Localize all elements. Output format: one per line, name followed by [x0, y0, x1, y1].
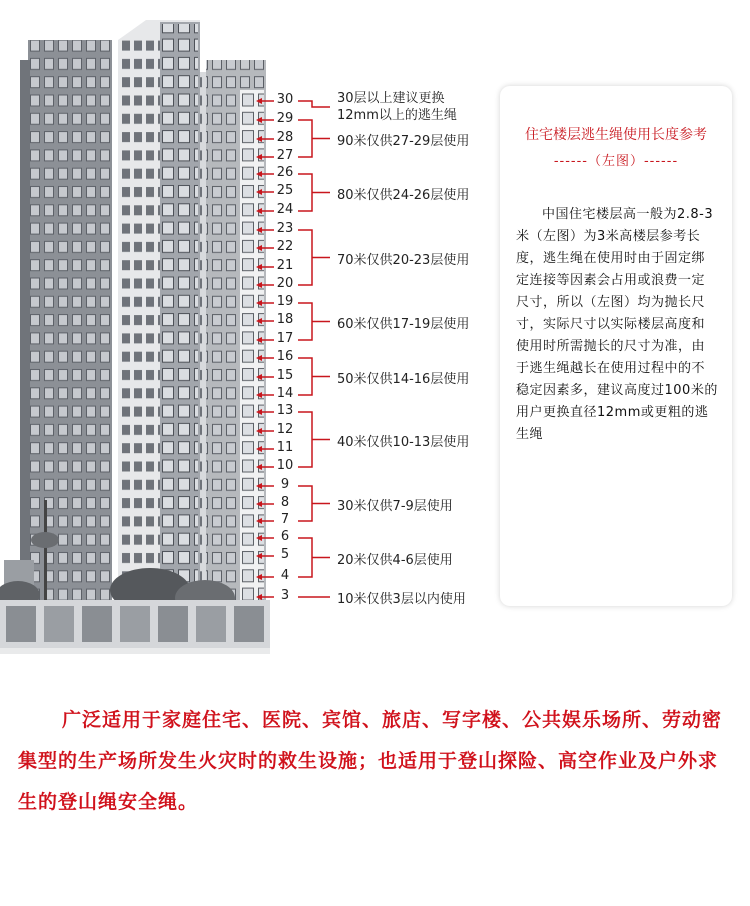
group-bracket	[298, 230, 330, 285]
floor-label-19: 19	[276, 294, 294, 309]
floor-label-23: 23	[276, 221, 294, 236]
floor-label-25: 25	[276, 183, 294, 198]
info-panel	[500, 86, 732, 606]
floor-label-15: 15	[276, 368, 294, 383]
podium-shops	[0, 600, 270, 654]
floor-label-29: 29	[276, 111, 294, 126]
rope-length-label: 40米仅供10-13层使用	[337, 434, 470, 450]
floor-label-17: 17	[276, 331, 294, 346]
floor-label-30: 30	[276, 92, 294, 107]
rope-length-label: 30米仅供7-9层使用	[337, 498, 453, 514]
usage-description: 广泛适用于家庭住宅、医院、宾馆、旅店、写字楼、公共娱乐场所、劳动密集型的生产场所发生火灾时的救生设施；也适用于登山探险、高空作业及户外求生的登山绳安全绳。	[18, 709, 723, 813]
top-note-line-2: 12mm以上的逃生绳	[337, 108, 457, 123]
floor-label-14: 14	[276, 386, 294, 401]
floor-label-27: 27	[276, 148, 294, 163]
floor-label-9: 9	[280, 477, 290, 492]
rope-length-label: 20米仅供4-6层使用	[337, 552, 453, 568]
floor-label-12: 12	[276, 422, 294, 437]
floor-label-28: 28	[276, 130, 294, 145]
tower-right	[200, 60, 266, 600]
floor-label-8: 8	[280, 495, 290, 510]
floor-label-26: 26	[276, 165, 294, 180]
top-bracket	[298, 101, 330, 107]
rope-length-label: 10米仅供3层以内使用	[337, 592, 466, 607]
floor-label-5: 5	[280, 547, 290, 562]
floor-label-21: 21	[276, 258, 294, 273]
rope-length-label: 90米仅供27-29层使用	[337, 133, 470, 149]
floor-label-4: 4	[280, 568, 290, 583]
floor-label-13: 13	[276, 403, 294, 418]
top-note	[337, 90, 457, 124]
group-bracket	[298, 538, 330, 577]
floor-label-20: 20	[276, 276, 294, 291]
floor-label-10: 10	[276, 458, 294, 473]
floor-label-16: 16	[276, 349, 294, 364]
group-bracket	[298, 174, 330, 211]
group-bracket	[298, 120, 330, 157]
group-bracket	[298, 303, 330, 340]
tower-left	[20, 40, 112, 600]
group-bracket	[298, 412, 330, 467]
rope-length-label: 70米仅供20-23层使用	[337, 252, 470, 268]
panel-subtitle: ------（左图）------	[553, 154, 679, 169]
tower-center	[118, 20, 200, 600]
floor-label-3: 3	[280, 588, 290, 603]
floor-label-11: 11	[276, 440, 294, 455]
rope-length-label: 50米仅供14-16层使用	[337, 371, 470, 387]
floor-label-18: 18	[276, 312, 294, 327]
floor-label-6: 6	[280, 529, 290, 544]
floor-label-22: 22	[276, 239, 294, 254]
panel-body-text: 中国住宅楼层高一般为2.8-3米（左图）为3米高楼层参考长度，逃生绳在使用时由于固定绑定连接等因素会占用或浪费一定尺寸，所以（左图）均为抛长尺寸，实际尺寸以实际楼层高度和使用时所需抛长的尺寸为准，由于逃生绳越长在使用过程中的不稳定因素多，建议高度过100米的用户更换直径12mm或更粗的逃生绳	[516, 207, 718, 442]
rope-length-label: 60米仅供17-19层使用	[337, 316, 470, 332]
top-note-line-1: 30层以上建议更换	[337, 91, 445, 106]
rope-length-label: 80米仅供24-26层使用	[337, 187, 470, 203]
group-bracket	[298, 358, 330, 395]
floor-label-24: 24	[276, 202, 294, 217]
panel-title: 住宅楼层逃生绳使用长度参考	[525, 127, 707, 143]
floor-label-7: 7	[280, 512, 290, 527]
group-bracket	[298, 486, 330, 521]
